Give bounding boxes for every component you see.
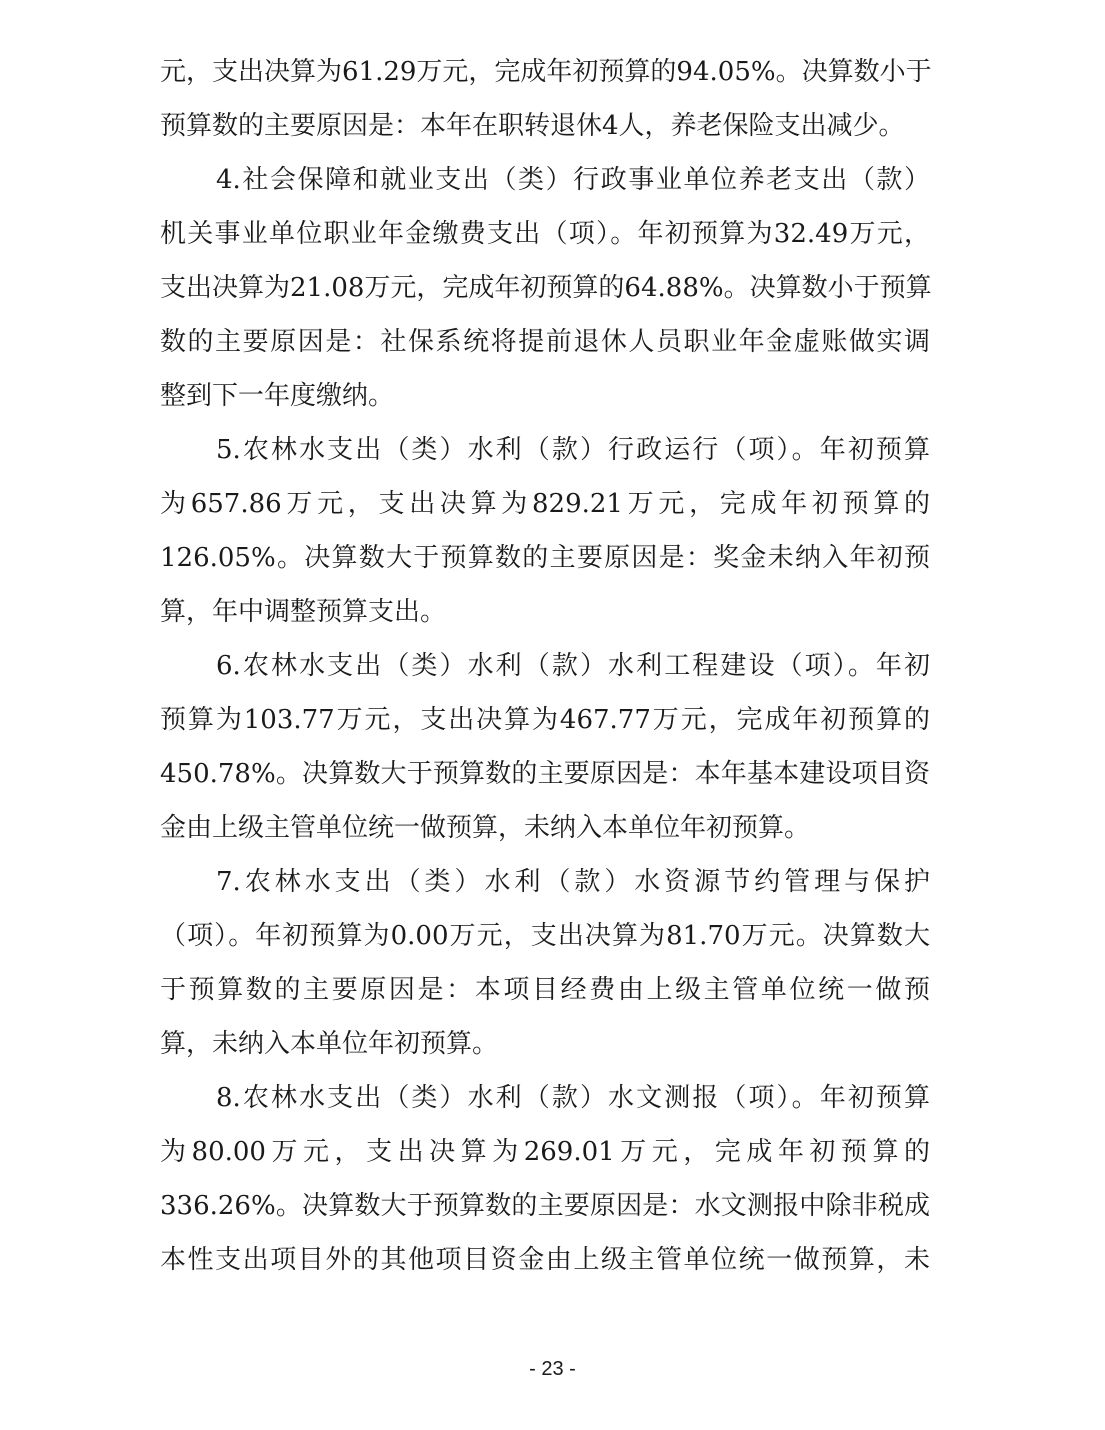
text-line: 为657.86万元，支出决算为829.21万元，完成年初预算的 [160,489,930,519]
text-line: 元，支出决算为61.29万元，完成年初预算的94.05%。决算数小于 [160,57,932,87]
text-line: 算，年中调整预算支出。 [160,597,447,627]
text-line: 支出决算为21.08万元，完成年初预算的64.88%。决算数小于预算 [160,273,932,303]
text-line: 金由上级主管单位统一做预算，未纳入本单位年初预算。 [160,813,811,843]
text-line: 为80.00万元，支出决算为269.01万元，完成年初预算的 [160,1137,930,1167]
text-line: 336.26%。决算数大于预算数的主要原因是：水文测报中除非税成 [160,1191,930,1221]
text-line: 8.农林水支出（类）水利（款）水文测报（项）。年初预算 [216,1083,930,1113]
text-line: 预算数的主要原因是：本年在职转退休4人，养老保险支出减少。 [160,111,905,141]
text-line: 本性支出项目外的其他项目资金由上级主管单位统一做预算，未 [160,1245,930,1275]
paragraph [160,639,930,855]
paragraph [160,45,930,153]
text-line: 6.农林水支出（类）水利（款）水利工程建设（项）。年初 [216,651,930,681]
text-line: 数的主要原因是：社保系统将提前退休人员职业年金虚账做实调 [160,327,930,357]
text-line: 7.农林水支出（类）水利（款）水资源节约管理与保护 [216,867,930,897]
text-line: 5.农林水支出（类）水利（款）行政运行（项）。年初预算 [216,435,930,465]
text-line: 预算为103.77万元，支出决算为467.77万元，完成年初预算的 [160,705,930,735]
text-line: 整到下一年度缴纳。 [160,381,395,411]
document-body [160,45,930,1287]
page-number: - 23 - [529,1358,576,1380]
text-line: 于预算数的主要原因是：本项目经费由上级主管单位统一做预 [160,975,930,1005]
paragraph [160,153,930,423]
text-line: （项）。年初预算为0.00万元，支出决算为81.70万元。决算数大 [160,921,930,951]
text-line: 算，未纳入本单位年初预算。 [160,1029,499,1059]
paragraph [160,855,930,1071]
text-line: 126.05%。决算数大于预算数的主要原因是：奖金未纳入年初预 [160,543,930,573]
paragraph [160,1071,930,1287]
text-line: 450.78%。决算数大于预算数的主要原因是：本年基本建设项目资 [160,759,930,789]
text-line: 4.社会保障和就业支出（类）行政事业单位养老支出（款） [216,165,930,195]
text-line: 机关事业单位职业年金缴费支出（项）。年初预算为32.49万元， [160,219,930,249]
paragraph [160,423,930,639]
